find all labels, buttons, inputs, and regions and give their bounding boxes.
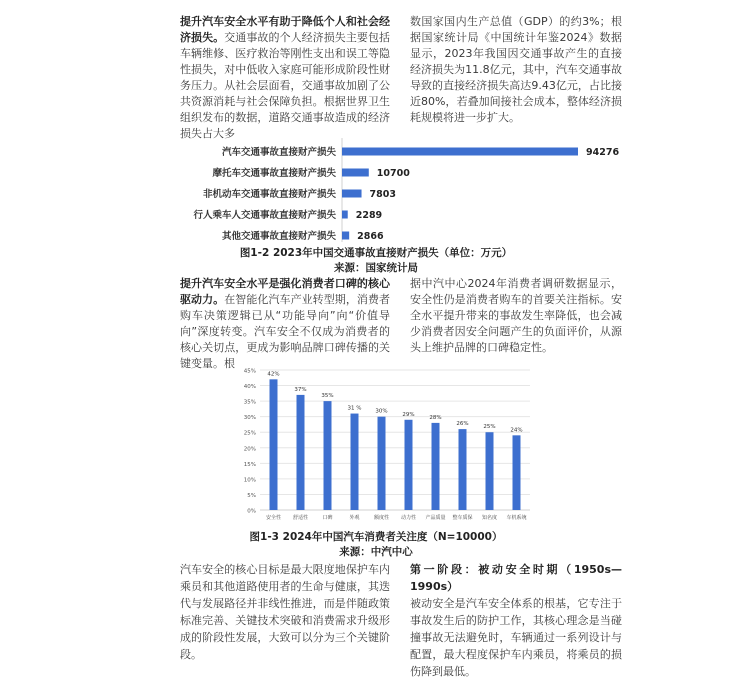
data-label: 42%: [267, 371, 280, 378]
y-tick-label: 15%: [243, 461, 256, 468]
category-label: 产品质量: [425, 515, 446, 521]
y-tick-label: 25%: [243, 430, 256, 437]
data-label: 28%: [429, 414, 442, 421]
section-consumer-reputation: [180, 276, 390, 372]
figure-source: 来源：国家统计局: [334, 262, 418, 274]
category-label: 安全性: [265, 515, 282, 521]
figure-title: 图1-2 2023年中国交通事故直接财产损失（单位：万元）: [239, 247, 513, 259]
category-label: 行人乘车人交通事故直接财产损失: [193, 210, 336, 221]
bar: [324, 401, 332, 510]
figure-caption-1-2: [0, 246, 752, 276]
category-label: 知名度: [481, 515, 498, 521]
section-heading: 提升汽车安全水平有助于降低个人和社会经济损失。: [180, 15, 390, 44]
category-label: 动力性: [400, 515, 417, 521]
data-label: 2866: [357, 231, 384, 242]
bar: [342, 190, 362, 198]
bar: [459, 429, 467, 510]
bar: [297, 395, 305, 510]
data-label: 37%: [294, 386, 307, 393]
section-safety-stages: [180, 561, 390, 663]
section-body: 交通事故的个人经济损失主要包括车辆维修、医疗救治等刚性支出和误工等隐性损失，对中低收入家庭可能形成阶段性财务压力。从社会层面看，交通事故加剧了公共资源消耗与社会保障负担。根据世界卫生组织发布的数据，道路交通事故造成的经济损失占大多: [180, 31, 391, 140]
bar: [342, 169, 369, 177]
y-tick-label: 20%: [243, 446, 256, 453]
section-body: 在智能化汽车产业转型期，消费者购车决策逻辑已从“功能导向”向“价值导向”深度转变。汽车安全不仅成为消费者的核心关切点，更成为影响品牌口碑传播的关键变量。根: [180, 293, 391, 370]
data-label: 31 %: [347, 405, 362, 412]
category-label: 口碑: [322, 515, 333, 521]
y-tick-label: 45%: [243, 368, 256, 375]
y-tick-label: 35%: [243, 399, 256, 406]
category-label: 汽车交通事故直接财产损失: [221, 147, 336, 158]
y-tick-label: 5%: [247, 492, 256, 499]
bar: [378, 417, 386, 510]
data-label: 25%: [483, 424, 496, 431]
data-label: 35%: [321, 393, 334, 400]
category-label: 摩托车交通事故直接财产损失: [212, 168, 336, 179]
section-economic-loss: [180, 14, 390, 142]
section-heading: 提升汽车安全水平是强化消费者口碑的核心驱动力。: [180, 277, 390, 306]
section-economic-loss-continued: [410, 14, 622, 126]
loss-bar-chart: [180, 138, 640, 248]
y-tick-label: 40%: [243, 384, 256, 391]
bar: [270, 379, 278, 510]
category-label: 其他交通事故直接财产损失: [221, 231, 336, 242]
section-body: 数国家国内生产总值（GDP）的约3%；根据国家统计局《中国统计年鉴2024》数据显示，2023年我国因交通事故产生的直接经济损失为11.8亿元，其中，汽车交通事故导致的直接经济损失高达9.43亿元，占比接近80%，若叠加间接社会成本，整体经济损耗规模将进一步扩大。: [410, 15, 622, 124]
y-tick-label: 0%: [247, 508, 256, 515]
category-label: 额度性: [373, 515, 390, 521]
bar: [513, 435, 521, 510]
attention-bar-chart: [234, 362, 540, 528]
category-label: 外观: [349, 515, 360, 521]
category-label: 车机系统: [506, 515, 527, 521]
bar: [486, 432, 494, 510]
section-body: 汽车安全的核心目标是最大限度地保护车内乘员和其他道路使用者的生命与健康，其迭代与发展路径并非线性推进，而是伴随政策标准完善、关键技术突破和消费需求升级形成的阶段性发展，大致可以分为三个关键阶段。: [180, 563, 390, 661]
bar: [405, 420, 413, 510]
bar: [342, 232, 349, 240]
section-heading: 第一阶段：被动安全时期（1950s—1990s）: [410, 563, 622, 593]
category-label: 整车质保: [452, 515, 473, 521]
bar: [351, 414, 359, 510]
figure-caption-1-3: [0, 530, 752, 560]
data-label: 94276: [586, 147, 620, 158]
data-label: 24%: [510, 427, 523, 434]
figure-title: 图1-3 2024年中国汽车消费者关注度（N=10000）: [249, 531, 503, 543]
data-label: 29%: [402, 411, 415, 418]
data-label: 2289: [355, 210, 383, 221]
y-tick-label: 30%: [243, 415, 256, 422]
data-label: 30%: [375, 408, 388, 415]
category-label: 舒适性: [292, 515, 309, 521]
section-passive-safety: [410, 561, 622, 680]
bar: [342, 148, 578, 156]
section-body: 据中汽中心2024年消费者调研数据显示，安全性仍是消费者购车的首要关注指标。安全水平提升带来的事故发生率降低，也会减少消费者因安全问题产生的负面评价，从源头上维护品牌的口碑稳定性。: [410, 277, 622, 354]
section-consumer-reputation-continued: [410, 276, 622, 356]
figure-source: 来源：中汽中心: [339, 546, 413, 558]
data-label: 10700: [376, 168, 410, 179]
category-label: 非机动车交通事故直接财产损失: [202, 189, 336, 200]
bar: [432, 423, 440, 510]
y-tick-label: 10%: [243, 477, 256, 484]
section-body: 被动安全是汽车安全体系的根基，它专注于事故发生后的防护工作，其核心理念是当碰撞事故无法避免时，车辆通过一系列设计与配置，最大程度保护车内乘员，将乘员的损伤降到最低。: [410, 597, 622, 678]
bar: [342, 211, 348, 219]
data-label: 26%: [456, 421, 469, 428]
data-label: 7803: [369, 189, 396, 200]
